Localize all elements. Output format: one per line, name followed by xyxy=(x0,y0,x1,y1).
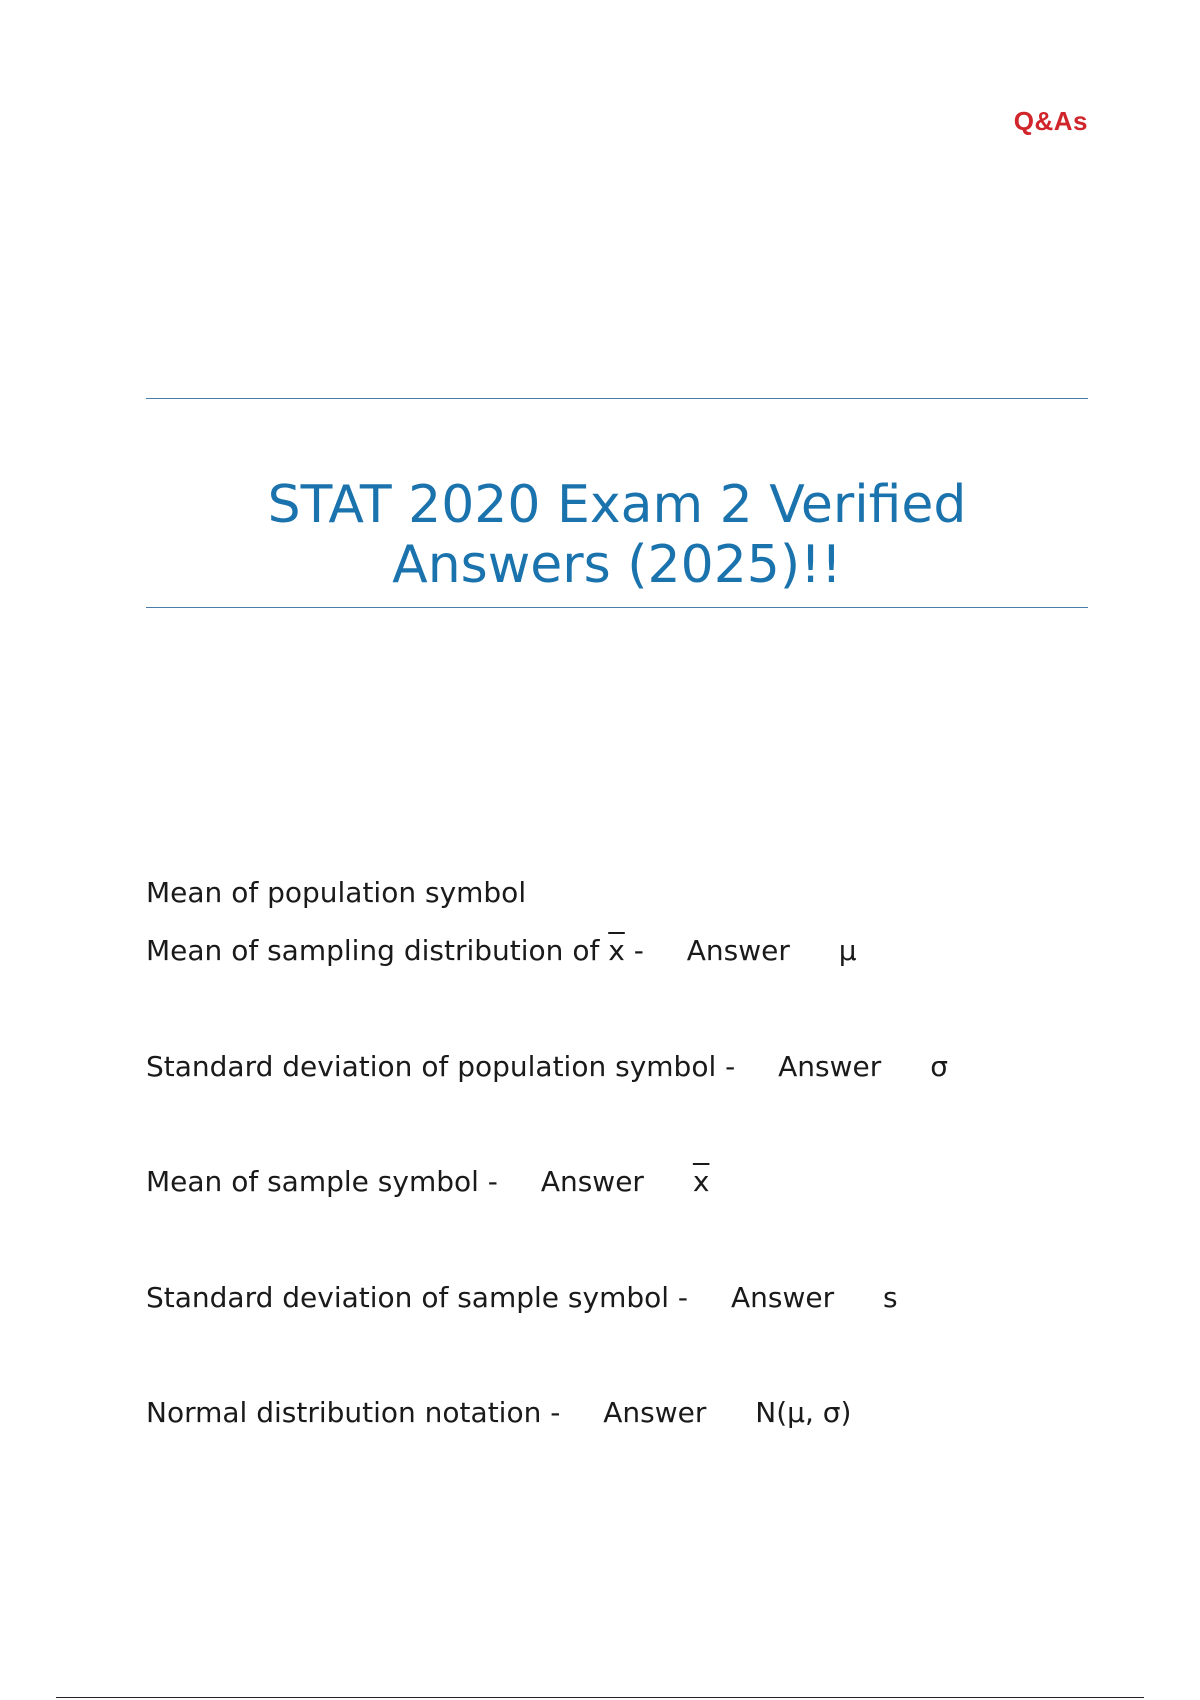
x-bar-symbol: $\overline{x}$ xyxy=(608,934,625,967)
answer-label: Answer xyxy=(603,1396,707,1429)
question-text: Standard deviation of population symbol - xyxy=(146,1050,736,1083)
qas-tag: Q&As xyxy=(1013,106,1088,136)
question-text: Mean of sampling distribution of xyxy=(146,934,609,967)
qa-item-5 xyxy=(146,1396,851,1429)
qa-item-2 xyxy=(146,1050,948,1083)
answer-value: σ xyxy=(930,1050,948,1083)
answer-label: Answer xyxy=(540,1165,644,1198)
answer-value: $\overline{x}$ xyxy=(692,1165,710,1198)
answer-label: Answer xyxy=(778,1050,882,1083)
answer-value: s xyxy=(883,1281,898,1314)
answer-label: Answer xyxy=(730,1281,835,1314)
qa-item-1-line-1 xyxy=(146,876,526,909)
title-bottom-rule xyxy=(146,607,1088,608)
qa-item-4 xyxy=(146,1281,898,1314)
question-suffix: - xyxy=(624,934,644,967)
answer-value: μ xyxy=(838,934,857,967)
question-text: Standard deviation of sample symbol - xyxy=(146,1281,689,1314)
title-block xyxy=(146,398,1088,608)
title-line-2: Answers (2025)!! xyxy=(392,535,842,595)
title-top-rule xyxy=(146,398,1088,399)
title-line-1: STAT 2020 Exam 2 Verified xyxy=(267,475,967,535)
qa-item-1 xyxy=(146,934,857,967)
question-text: Mean of sample symbol - xyxy=(146,1165,498,1198)
answer-label: Answer xyxy=(686,934,790,967)
footer-rule xyxy=(56,1697,1144,1698)
question-text: Mean of population symbol xyxy=(146,876,527,909)
question-text: Normal distribution notation - xyxy=(146,1396,561,1429)
document-title xyxy=(146,475,1088,607)
qa-item-3 xyxy=(146,1165,709,1198)
answer-value: N(μ, σ) xyxy=(755,1396,852,1429)
